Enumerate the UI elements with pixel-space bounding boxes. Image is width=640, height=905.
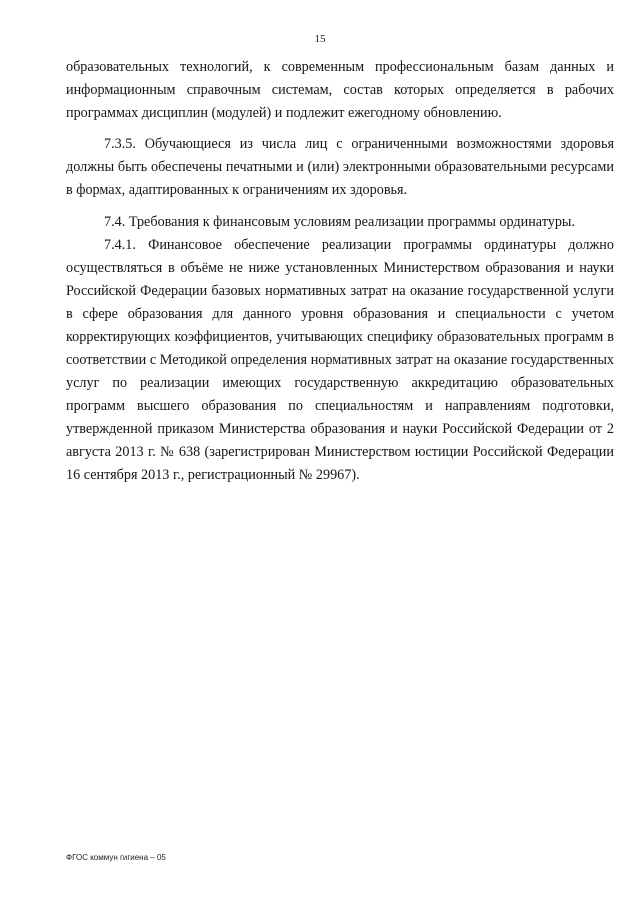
page-number: 15 <box>314 33 326 45</box>
section-heading-7-4: 7.4. Требования к финансовым условиям реализации программы ординатуры. <box>104 214 576 230</box>
document-body <box>66 56 614 487</box>
paragraph-7-4-1: 7.4.1. Финансовое обеспечение реализации программы ординатуры должно осуществляться в объёме не ниже установленных Министерством образования и науки Российской Федерации базовых нормативных затрат на оказание государственной услуги в сфере образования для данного уровня образования и специальности с учетом корректирующих коэффициентов, учитывающих специфику образовательных программ в соответствии с Методикой определения нормативных затрат на оказание государственных услуг по реализации имеющих государственную аккредитацию образовательных программ высшего образования по специальностям и направлениям подготовки, утвержденной приказом Министерства образования и науки Российской Федерации от 2 августа 2013 г. № 638 (зарегистрирован Министерством юстиции Российской Федерации 16 сентября 2013 г., регистрационный № 29967). <box>66 237 614 483</box>
paragraph-continuation: образовательных технологий, к современным профессиональным базам данных и информационным справочным системам, состав которых определяется в рабочих программах дисциплин (модулей) и подлежит ежегодному обновлению. <box>66 59 614 121</box>
footer-doc-code: ФГОС коммун гигиена – 05 <box>66 853 166 862</box>
paragraph-7-3-5: 7.3.5. Обучающиеся из числа лиц с ограниченными возможностями здоровья должны быть обеспечены печатными и (или) электронными образовательными ресурсами в формах, адаптированных к ограничениям их здоровья. <box>66 136 614 198</box>
